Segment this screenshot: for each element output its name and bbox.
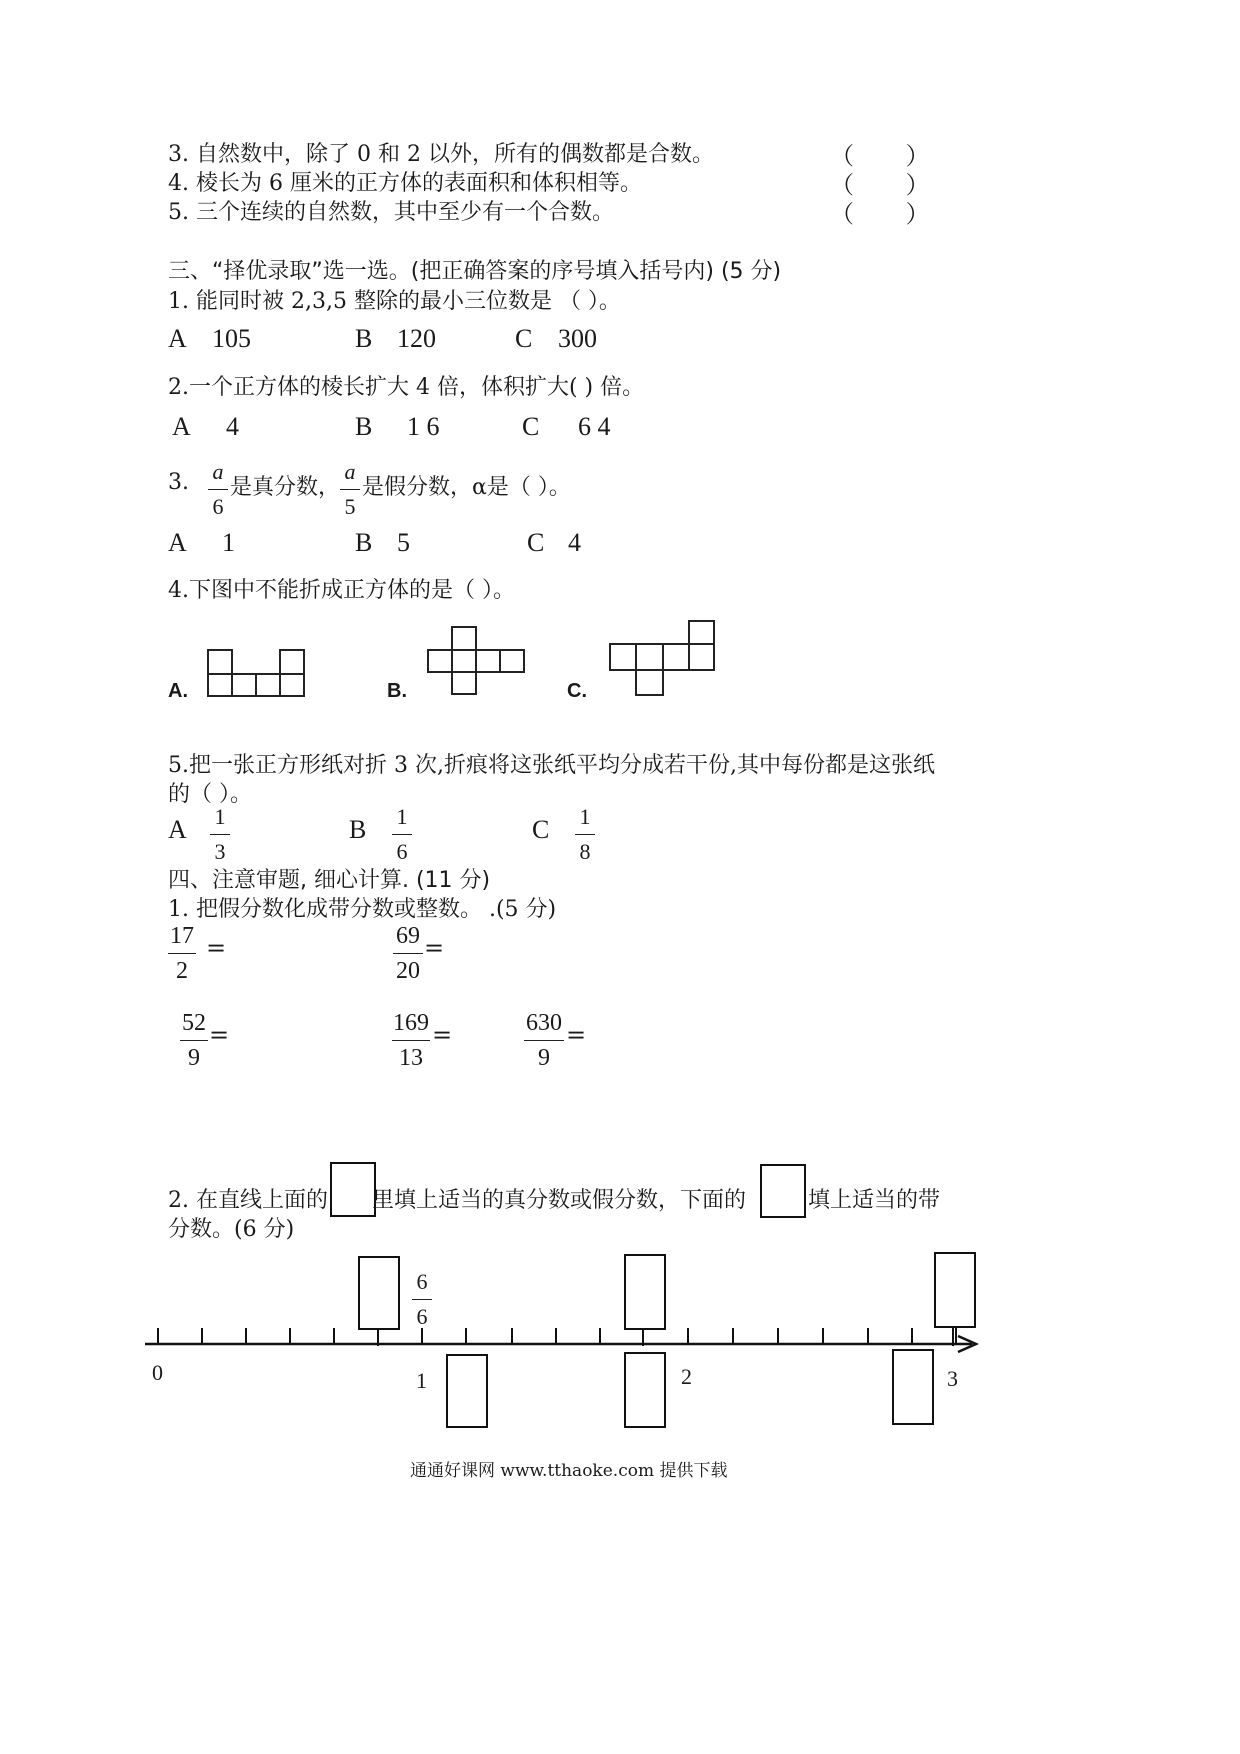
option-value: 4 (568, 528, 581, 557)
answer-box-above[interactable] (358, 1256, 400, 1330)
numerator: 52 (182, 1010, 206, 1036)
answer-box-below[interactable] (624, 1352, 666, 1428)
numerator: 17 (170, 923, 194, 949)
denominator: 8 (579, 839, 591, 864)
equals-sign: = (566, 1021, 587, 1049)
answer-paren: （ ） (830, 200, 952, 228)
question-3-4: 4.下图中不能折成正方体的是（ ）。 (168, 578, 515, 603)
numerator: 630 (526, 1010, 562, 1036)
page-footer: 通通好课网 www.tthaoke.com 提供下载 (410, 1461, 728, 1481)
numerator: 6 (416, 1269, 428, 1294)
equals-sign: = (424, 934, 445, 962)
section-3-title: 三、“择优录取”选一选。(把正确答案的序号填入括号内) (5 分) (168, 259, 782, 284)
numerator: 169 (393, 1010, 429, 1036)
denominator: 6 (212, 494, 224, 519)
question-4-2-line2: 分数。(6 分) (168, 1217, 295, 1242)
net-label-b: B. (387, 680, 407, 702)
given-fraction-6-over-6 (412, 1266, 432, 1333)
net-label-c: C. (567, 680, 587, 702)
judge-item-3: 3. 自然数中，除了 0 和 2 以外，所有的偶数都是合数。 (168, 142, 714, 167)
option-letter: A (168, 324, 187, 353)
judge-item-4: 4. 棱长为 6 厘米的正方体的表面积和体积相等。 (168, 171, 642, 196)
denominator: 6 (416, 1304, 428, 1329)
option-value: 300 (558, 324, 597, 353)
question-3-5-line2: 的（ ）。 (168, 782, 252, 807)
numerator: 1 (396, 804, 408, 829)
option-letter: C (532, 815, 550, 844)
denominator: 6 (396, 839, 408, 864)
judge-item-5: 5. 三个连续的自然数，其中至少有一个合数。 (168, 200, 614, 225)
answer-paren: （ ） (830, 142, 952, 170)
option-letter: A (168, 528, 187, 557)
option-letter: A (172, 412, 191, 441)
question-3-3-mid: 是真分数， (230, 475, 341, 500)
net-label-a: A. (168, 680, 188, 702)
numerator: 69 (396, 923, 420, 949)
numerator: a (344, 459, 356, 484)
option-value: 1 6 (407, 412, 440, 441)
denominator: 20 (396, 958, 420, 984)
option-letter: C (522, 412, 540, 441)
equals-sign: = (209, 1021, 230, 1049)
question-3-5-line1: 5.把一张正方形纸对折 3 次,折痕将这张纸平均分成若干份,其中每份都是这张纸 (168, 753, 935, 778)
answer-box-above[interactable] (624, 1254, 666, 1330)
question-3-2: 2.一个正方体的棱长扩大 4 倍，体积扩大( ) 倍。 (168, 375, 645, 400)
numerator: a (212, 459, 224, 484)
option-value: 120 (397, 324, 436, 353)
question-3-1: 1. 能同时被 2,3,5 整除的最小三位数是 （ ）。 (168, 289, 621, 314)
axis-label-3: 3 (947, 1366, 958, 1391)
option-letter: A (168, 815, 187, 844)
answer-box-above[interactable] (934, 1252, 976, 1328)
option-letter: C (527, 528, 545, 557)
numerator: 1 (214, 804, 226, 829)
question-3-3-tail: 是假分数，α是（ ）。 (362, 475, 571, 500)
section-4-title: 四、注意审题, 细心计算. (11 分) (168, 868, 491, 893)
question-3-3-number: 3. (168, 470, 189, 495)
denominator: 2 (176, 958, 188, 984)
question-4-2-part3: 填上适当的带 (808, 1188, 941, 1213)
denominator: 5 (344, 494, 356, 519)
question-4-1: 1. 把假分数化成带分数或整数。 .(5 分) (168, 897, 557, 922)
equals-sign: = (432, 1021, 453, 1049)
option-value: 1 (222, 528, 235, 557)
answer-box-below[interactable] (446, 1354, 488, 1428)
equals-sign: = (206, 934, 227, 962)
option-letter: B (349, 815, 367, 844)
option-letter: B (355, 324, 373, 353)
option-letter: B (355, 412, 373, 441)
denominator: 13 (399, 1045, 423, 1071)
answer-paren: （ ） (830, 171, 952, 199)
option-value: 4 (226, 412, 239, 441)
option-letter: C (515, 324, 533, 353)
numerator: 1 (579, 804, 591, 829)
axis-label-2: 2 (681, 1364, 692, 1389)
denominator: 9 (538, 1045, 550, 1071)
option-letter: B (355, 528, 373, 557)
question-4-2-part1: 2. 在直线上面的 (168, 1188, 328, 1213)
denominator: 3 (214, 839, 226, 864)
axis-label-0: 0 (152, 1360, 163, 1385)
option-value: 6 4 (578, 412, 611, 441)
answer-box-below[interactable] (892, 1349, 934, 1425)
ticks (158, 1328, 956, 1344)
denominator: 9 (188, 1045, 200, 1071)
option-value: 5 (397, 528, 410, 557)
question-4-2-part2: 里填上适当的真分数或假分数，下面的 (372, 1188, 747, 1213)
axis-label-1: 1 (416, 1368, 427, 1393)
option-value: 105 (212, 324, 251, 353)
